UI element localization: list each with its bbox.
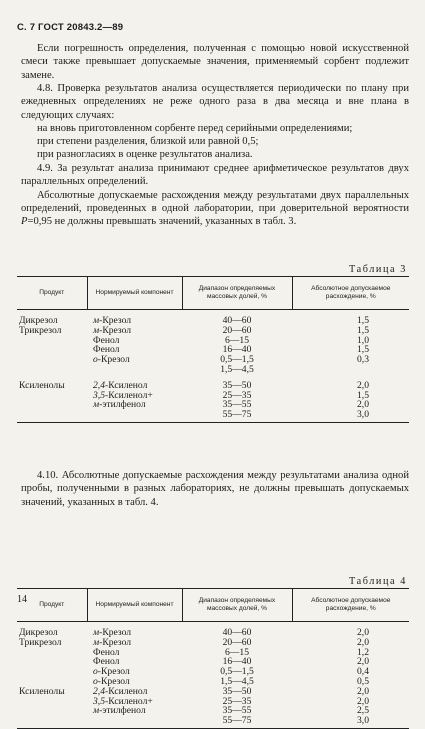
table-cell: 3,0 — [292, 716, 409, 728]
table-row — [17, 706, 409, 716]
table-cell: м-этилфенол — [93, 705, 146, 717]
table-cell: Трикрезол — [19, 636, 62, 648]
table-row — [17, 687, 409, 697]
table-cell: 3,5-Ксиленол+ — [93, 695, 153, 707]
table-cell: 35—55 — [222, 399, 252, 411]
table-cell: 1,5 — [357, 324, 369, 336]
table-cell: 3,5-Ксиленол+ — [93, 389, 153, 401]
table-row — [17, 365, 409, 375]
table-cell: 6—15 — [225, 334, 249, 346]
table-cell: 1,5 — [357, 315, 369, 326]
table-cell: 16—40 — [222, 656, 252, 668]
table-row — [17, 336, 409, 346]
table-cell: Ксиленолы — [19, 685, 65, 697]
table-cell: о-Крезол — [93, 354, 130, 366]
paragraph-text: 4.8. Проверка результатов анализа осуществляется периодически по плану при ежедневных определениях не реже одного раза в два месяца и вне плана в следующих случаях: — [21, 83, 409, 121]
table-header-row — [17, 277, 409, 310]
table-4-caption: Таблица 4 — [349, 576, 407, 587]
paragraph-4-9 — [21, 162, 409, 228]
table-cell — [87, 410, 182, 422]
table-cell: 2,0 — [357, 399, 369, 411]
table-cell — [292, 365, 409, 375]
table-cell: Дикрезол — [19, 315, 58, 326]
table-cell: 2,4-Ксиленол — [93, 685, 148, 697]
table-cell: 0,5—1,5 — [220, 354, 254, 366]
column-header: Нормируемый компонент — [87, 277, 182, 310]
column-header: Продукт — [17, 277, 87, 310]
table-cell: 25—35 — [222, 695, 252, 707]
table-cell: 1,5 — [357, 389, 369, 401]
table-cell: Трикрезол — [19, 324, 62, 336]
table-cell — [17, 391, 87, 401]
paragraph-text: 4.9. За результат анализа принимают среднее арифметическое результатов двух параллельных определений. — [21, 163, 409, 188]
table-cell: 1,5 — [357, 344, 369, 356]
table-row — [17, 355, 409, 365]
paragraph-text: Абсолютные допускаемые расхождения между результатами двух параллельных определений, проведенных в одной лаборатории, при доверительной вероятности P=0,95 не должны превышать значений, указанных в табл. 3. — [21, 189, 409, 228]
list-item: при разногласиях в оценке результатов анализа. — [37, 149, 253, 161]
table-4 — [17, 588, 409, 729]
table-cell: 1,5—4,5 — [220, 675, 254, 687]
list-item: на вновь приготовленном сорбенте перед серийными определениями; — [37, 122, 353, 134]
list-item: при степени разделения, близкой или равной 0,5; — [37, 136, 259, 148]
table-3 — [17, 276, 409, 423]
table-cell — [17, 410, 87, 422]
table-cell: м-этилфенол — [93, 399, 146, 411]
page-header: С. 7 ГОСТ 20843.2—89 — [17, 22, 124, 33]
table-cell: 40—60 — [222, 627, 252, 638]
column-header: Абсолютное допускаемое расхождение, % — [292, 277, 409, 310]
table-cell — [17, 697, 87, 707]
table-cell — [17, 657, 87, 667]
table-cell: м-Крезол — [93, 324, 132, 336]
page-number: 14 — [17, 594, 27, 605]
table-cell: м-Крезол — [93, 627, 132, 638]
table-cell: 2,4-Ксиленол — [93, 379, 148, 391]
table-cell — [17, 336, 87, 346]
table-cell — [17, 365, 87, 375]
table-cell: 35—55 — [222, 705, 252, 717]
table-cell: 40—60 — [222, 315, 252, 326]
table-cell: 55—75 — [182, 410, 292, 422]
column-header: Продукт — [17, 589, 87, 622]
table-row — [17, 677, 409, 687]
paragraph-4-10 — [21, 469, 409, 509]
table-row — [17, 345, 409, 355]
table-cell: о-Крезол — [93, 666, 130, 678]
table-cell: 2,0 — [357, 685, 369, 697]
column-header: Диапазон определяемых массовых долей, % — [182, 277, 292, 310]
table-cell: 3,0 — [292, 410, 409, 422]
table-cell — [17, 716, 87, 728]
table-cell: Фенол — [93, 646, 120, 658]
table-cell: Фенол — [93, 344, 120, 356]
table-row — [17, 697, 409, 707]
table-row — [17, 410, 409, 422]
table-row — [17, 326, 409, 336]
table-row — [17, 667, 409, 677]
table-cell — [17, 667, 87, 677]
table-cell: 20—60 — [222, 636, 252, 648]
table-cell: 35—50 — [222, 685, 252, 697]
table-cell: 20—60 — [222, 324, 252, 336]
paragraph-text: Если погрешность определения, полученная с помощью новой искусственной смеси также превышает допускаемые значения, применяемый сорбент подлежит замене. — [21, 43, 409, 81]
table-cell: 6—15 — [225, 646, 249, 658]
table-cell: 1,5—4,5 — [220, 363, 254, 375]
table-cell: 2,0 — [357, 695, 369, 707]
table-cell — [17, 677, 87, 687]
table-cell — [17, 706, 87, 716]
table-cell: Фенол — [93, 656, 120, 668]
table-cell: 2,0 — [357, 636, 369, 648]
table-cell: о-Крезол — [93, 675, 130, 687]
table-row — [17, 381, 409, 391]
column-header: Абсолютное допускаемое расхождение, % — [292, 589, 409, 622]
table-cell — [87, 716, 182, 728]
paragraph-4-8 — [21, 82, 409, 162]
table-cell: 35—50 — [222, 379, 252, 391]
table-header-row — [17, 589, 409, 622]
table-cell: 25—35 — [222, 389, 252, 401]
table-cell: 0,5—1,5 — [220, 666, 254, 678]
table-cell: Ксиленолы — [19, 379, 65, 391]
table-row — [17, 648, 409, 658]
table-cell: 1,2 — [357, 646, 369, 658]
table-cell: 0,5 — [357, 675, 369, 687]
table-cell: 2,0 — [357, 627, 369, 638]
table-row — [17, 716, 409, 728]
paragraph-text: 4.10. Абсолютные допускаемые расхождения между результатами анализа одной пробы, полученными в разных лабораториях, не должны превышать допускаемых значений, указанных в табл. 4. — [21, 470, 409, 508]
table-cell: Дикрезол — [19, 627, 58, 638]
table-cell — [17, 400, 87, 410]
column-header: Диапазон определяемых массовых долей, % — [182, 589, 292, 622]
table-row — [17, 391, 409, 401]
table-cell — [17, 648, 87, 658]
table-row — [17, 657, 409, 667]
table-cell: 0,4 — [357, 666, 369, 678]
table-3-caption: Таблица 3 — [349, 264, 407, 275]
table-cell — [17, 345, 87, 355]
table-cell: Фенол — [93, 334, 120, 346]
table-cell: м-Крезол — [93, 315, 132, 326]
paragraph-4-7-continuation — [21, 42, 409, 82]
table-row — [17, 316, 409, 326]
table-cell: 2,0 — [357, 379, 369, 391]
table-cell: м-Крезол — [93, 636, 132, 648]
table-cell: 2,0 — [357, 656, 369, 668]
table-cell — [17, 355, 87, 365]
table-row — [17, 400, 409, 410]
table-cell: 1,0 — [357, 334, 369, 346]
table-cell — [87, 365, 182, 375]
table-cell: 0,3 — [357, 354, 369, 366]
column-header: Нормируемый компонент — [87, 589, 182, 622]
table-row — [17, 638, 409, 648]
table-cell: 2,5 — [357, 705, 369, 717]
table-cell: 16—40 — [222, 344, 252, 356]
table-cell: 55—75 — [182, 716, 292, 728]
